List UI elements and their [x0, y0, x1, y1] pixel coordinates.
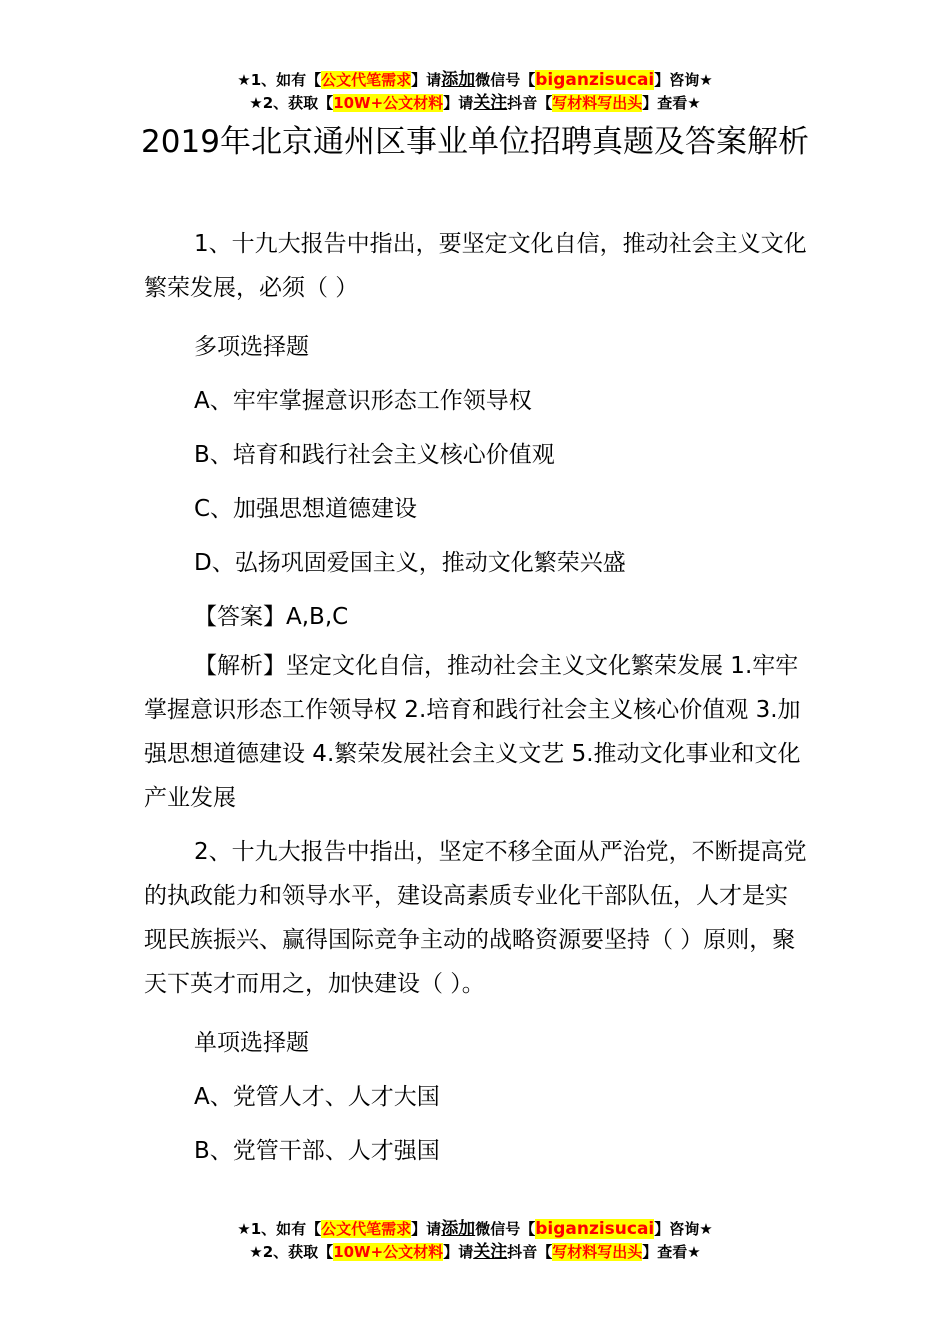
promo-text: 】请 [411, 1220, 442, 1238]
promo-text: 】查看★ [642, 94, 701, 112]
question-1-option-d: D、弘扬巩固爱国主义，推动文化繁荣兴盛 [194, 550, 626, 576]
question-1-analysis: 【解析】坚定文化自信，推动社会主义文化繁荣发展 1.牢牢掌握意识形态工作领导权 2.培育和践行社会主义核心价值观 3.加强思想道德建设 4.繁荣发展社会主义文艺 5.推动文化事业和文化产业发展 [144, 653, 801, 811]
promo-text: ★2、获取【 [249, 1243, 334, 1261]
promo-text: 】咨询★ [654, 71, 713, 89]
question-1-option-b: B、培育和践行社会主义核心价值观 [194, 442, 555, 468]
promo-text: 】咨询★ [654, 1220, 713, 1238]
promo-douyin-name: 写材料写出头 [552, 94, 643, 112]
promo-underlined: 添加 [441, 70, 476, 90]
promo-douyin-name: 写材料写出头 [552, 1243, 643, 1261]
promo-text: ★1、如有【 [237, 71, 322, 89]
promo-banner-top [0, 69, 950, 115]
promo-highlight: 公文代笔需求 [321, 71, 412, 89]
promo-banner-bottom [0, 1218, 950, 1264]
question-1-answer: 【答案】A,B,C [194, 604, 349, 630]
promo-text: 抖音【 [507, 94, 553, 112]
promo-text: 抖音【 [507, 1243, 553, 1261]
promo-wechat-id: biganzisucai [535, 70, 655, 90]
promo-text: ★1、如有【 [237, 1220, 322, 1238]
promo-highlight: 公文代笔需求 [321, 1220, 412, 1238]
promo-text: ★2、获取【 [249, 94, 334, 112]
promo-text: 】请 [443, 1243, 474, 1261]
promo-line-1 [0, 69, 950, 92]
question-1-option-a: A、牢牢掌握意识形态工作领导权 [194, 388, 532, 414]
promo-text: 】查看★ [642, 1243, 701, 1261]
promo-underlined: 添加 [441, 1219, 476, 1239]
promo-highlight: 10W+公文材料 [333, 94, 444, 112]
promo-line-1 [0, 1218, 950, 1241]
document-title: 2019年北京通州区事业单位招聘真题及答案解析 [141, 124, 809, 160]
question-1-stem: 1、十九大报告中指出，要坚定文化自信，推动社会主义文化繁荣发展，必须（ ） [144, 231, 807, 301]
promo-text: 】请 [411, 71, 442, 89]
promo-text: 】请 [443, 94, 474, 112]
question-2-type: 单项选择题 [194, 1030, 309, 1056]
promo-line-2 [0, 1241, 950, 1264]
promo-line-2 [0, 92, 950, 115]
promo-highlight: 10W+公文材料 [333, 1243, 444, 1261]
document-body [144, 222, 810, 1178]
promo-wechat-id: biganzisucai [535, 1219, 655, 1239]
promo-underlined: 关注 [473, 1242, 508, 1262]
question-1-type: 多项选择题 [194, 334, 309, 360]
question-2-stem: 2、十九大报告中指出，坚定不移全面从严治党，不断提高党的执政能力和领导水平，建设高素质专业化干部队伍，人才是实现民族振兴、赢得国际竞争主动的战略资源要坚持（ ）原则，聚天下英才而用之，加快建设（ ）。 [144, 839, 807, 997]
promo-text: 微信号【 [475, 71, 536, 89]
question-1-option-c: C、加强思想道德建设 [194, 496, 418, 522]
question-2-option-a: A、党管人才、人才大国 [194, 1084, 440, 1110]
promo-text: 微信号【 [475, 1220, 536, 1238]
promo-underlined: 关注 [473, 93, 508, 113]
question-2-option-b: B、党管干部、人才强国 [194, 1138, 440, 1164]
